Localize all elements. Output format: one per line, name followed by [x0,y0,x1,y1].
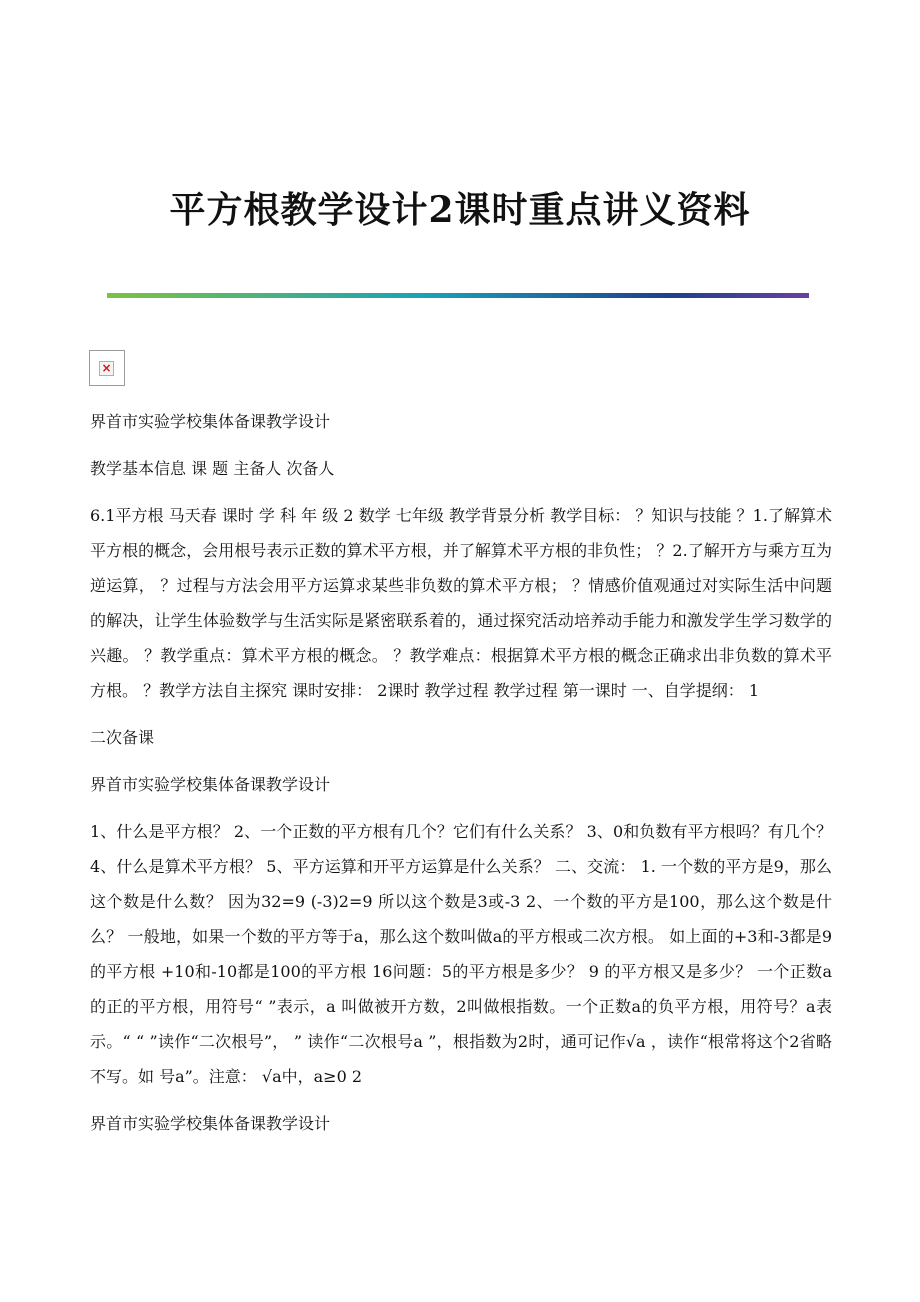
school-heading: 界首市实验学校集体备课教学设计 [90,412,331,431]
school-heading-3: 界首市实验学校集体备课教学设计 [90,1114,331,1133]
study-outline-paragraph: 1、什么是平方根？ 2、一个正数的平方根有几个？它们有什么关系？ 3、0和负数有平方根吗？有几个？ 4、什么是算术平方根？ 5、平方运算和开平方运算是什么关系？ 二、交流： 1. 一个数的平方是9，那么这个数是什么数？ 因为32=9 (-3)2=9 所以这个数是3或-3 2、一个数的平方是100，那么这个数是什么？ 一般地，如果一个数的平方等于a，那么这个数叫做a的平方根或二次方根。 如上面的+3和-3都是9的平方根 +10和-10都是100的平方根 16问题：5的平方根是多少？ 9 的平方根又是多少？ 一个正数a 的正的平方根，用符号“ ”表示，a 叫做被开方数，2叫做根指数。一个正数a的负平方根，用符号？a表示。“ “ ”读作“二次根号”， ” 读作“二次根号a ”，根指数为2时，通可记作√a ，读作“根常将这个2省略不写。如 号a”。注意： √a中，a≥0 2 [90,822,832,1086]
basic-info-line: 教学基本信息 课 题 主备人 次备人 [90,459,335,478]
page-title: 平方根教学设计2课时重点讲义资料 [169,189,751,231]
lesson-info-paragraph: 6.1平方根 马天春 课时 学 科 年 级 2 数学 七年级 教学背景分析 教学目标： ？知识与技能 ？1.了解算术平方根的概念，会用根号表示正数的算术平方根，并了解算术平方根的非负性； ？2.了解开方与乘方互为逆运算， ？过程与方法会用平方运算求某些非负数的算术平方根； ？情感价值观通过对实际生活中问题的解决，让学生体验数学与生活实际是紧密联系着的，通过探究活动培养动手能力和激发学生学习数学的兴趣。 ？教学重点：算术平方根的概念。 ？教学难点：根据算术平方根的概念正确求出非负数的算术平方根。 ？教学方法自主探究 课时安排： 2课时 教学过程 教学过程 第一课时 一、自学提纲： 1 [90,506,832,700]
broken-image-icon [89,350,125,386]
second-prep-label: 二次备课 [90,728,155,747]
document-body [90,404,832,1153]
broken-image-x-mark: × [99,361,114,376]
school-heading-2: 界首市实验学校集体备课教学设计 [90,775,331,794]
title-divider [107,293,809,298]
